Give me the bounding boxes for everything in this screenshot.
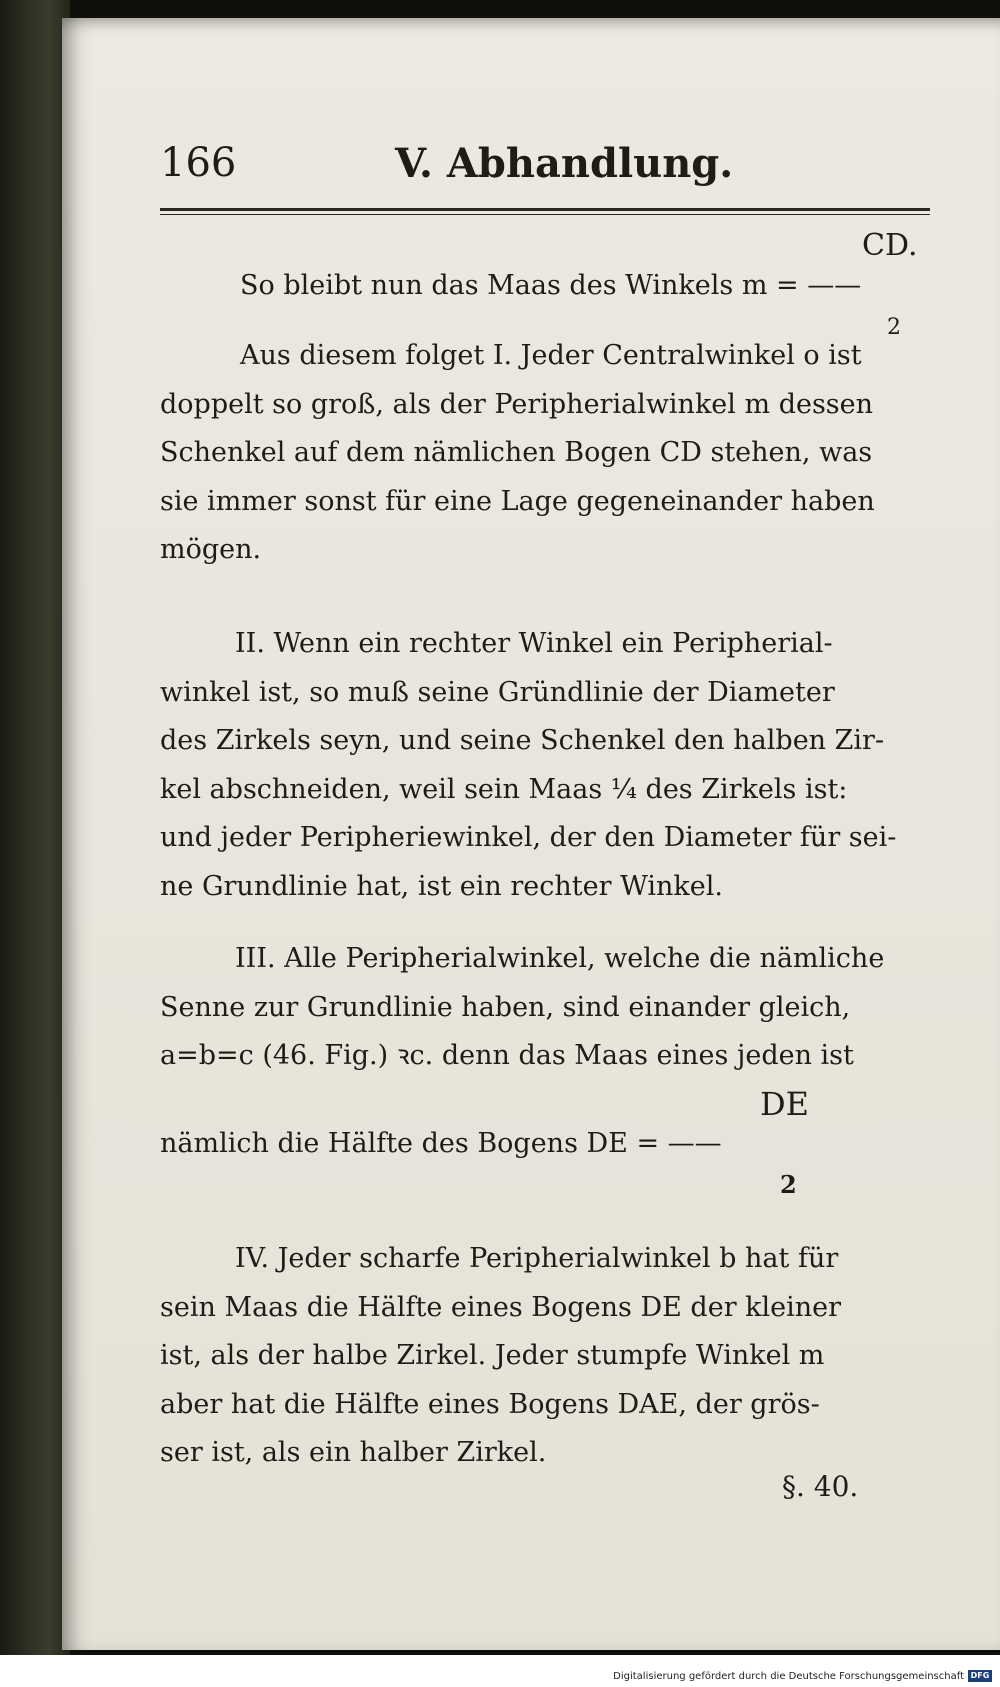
- text-line: und jeder Peripheriewinkel, der den Diameter für sei-: [160, 822, 897, 853]
- paragraph-2: [160, 620, 930, 911]
- text-line: III. Alle Peripherialwinkel, welche die nämliche: [235, 943, 885, 974]
- text-line: ne Grundlinie hat, ist ein rechter Winkel.: [160, 870, 723, 902]
- catchword: §. 40.: [782, 1470, 859, 1503]
- text-line: Schenkel auf dem nämlichen Bogen CD stehen, was: [160, 437, 873, 468]
- text-line: Senne zur Grundlinie haben, sind einander gleich,: [160, 991, 851, 1023]
- text-line: sein Maas die Hälfte eines Bogens DE der kleiner: [160, 1291, 842, 1323]
- paragraph-4: [160, 1235, 930, 1478]
- text-line: ist, als der halbe Zirkel. Jeder stumpfe Winkel m: [160, 1340, 825, 1371]
- text-line: a=b=c (46. Fig.) ꝛc. denn das Maas eines jeden ist: [160, 1040, 854, 1071]
- page-number: 166: [160, 140, 237, 186]
- digitization-footer: [0, 1655, 1000, 1687]
- formula2-denominator: 2: [780, 1170, 797, 1199]
- text-line: des Zirkels seyn, und seine Schenkel den halben Zir-: [160, 725, 885, 756]
- dfg-logo-icon: DFG: [968, 1670, 992, 1682]
- header-rule-thick: [160, 208, 930, 211]
- paragraph-1: [160, 332, 930, 575]
- formula1-text: So bleibt nun das Maas des Winkels m = ——: [240, 270, 862, 301]
- credit-line: [613, 1670, 992, 1682]
- formula1-numerator: CD.: [862, 228, 918, 263]
- page-title: V. Abhandlung.: [395, 140, 734, 187]
- header-rule-thin: [160, 214, 930, 215]
- book-spine: [0, 0, 70, 1655]
- text-line: sie immer sonst für eine Lage gegeneinander haben: [160, 485, 875, 517]
- text-line: winkel ist, so muß seine Gründlinie der Diameter: [160, 676, 835, 708]
- text-line: Aus diesem folget I. Jeder Centralwinkel o ist: [240, 340, 862, 371]
- text-line: ser ist, als ein halber Zirkel.: [160, 1437, 547, 1468]
- formula2-text: nämlich die Hälfte des Bogens DE = ——: [160, 1128, 722, 1159]
- text-line: II. Wenn ein rechter Winkel ein Peripherial-: [235, 628, 833, 659]
- credit-text: Digitalisierung gefördert durch die Deutsche Forschungsgemeinschaft: [613, 1670, 964, 1682]
- formula2-numerator: DE: [760, 1085, 810, 1123]
- text-line: aber hat die Hälfte eines Bogens DAE, der grös-: [160, 1388, 820, 1420]
- formula1-denominator: 2: [887, 315, 901, 340]
- paragraph-3: [160, 935, 930, 1081]
- text-line: mögen.: [160, 534, 262, 565]
- text-line: doppelt so groß, als der Peripherialwinkel m dessen: [160, 388, 874, 420]
- text-line: kel abschneiden, weil sein Maas ¼ des Zirkels ist:: [160, 773, 848, 805]
- text-line: IV. Jeder scharfe Peripherialwinkel b hat für: [235, 1243, 839, 1274]
